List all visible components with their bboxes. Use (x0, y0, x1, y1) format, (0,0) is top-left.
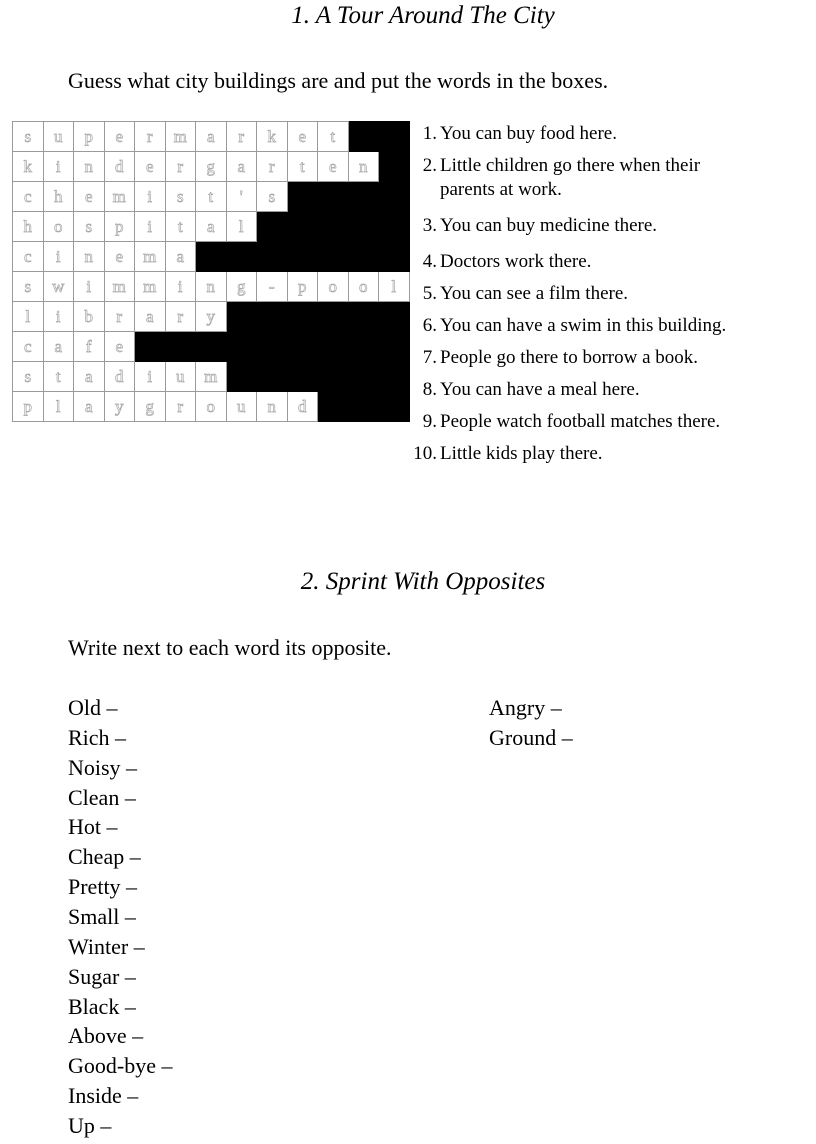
opposite-word: Sugar – (68, 963, 136, 989)
letter-cell[interactable]: u (226, 392, 257, 422)
blank-cell (135, 332, 166, 362)
blank-cell (287, 362, 318, 392)
letter-cell[interactable]: g (226, 272, 257, 302)
letter-cell[interactable]: d (287, 392, 318, 422)
letter-cell[interactable]: a (43, 332, 74, 362)
opposite-word: Black – (68, 993, 136, 1019)
letter-cell[interactable]: e (135, 152, 166, 182)
letter-cell[interactable]: t (165, 212, 196, 242)
opposite-word: Cheap – (68, 844, 141, 870)
clue-text: Little kids play there. (440, 443, 603, 464)
opposite-word: Good-bye – (68, 1053, 173, 1079)
blank-cell (379, 122, 410, 152)
blank-cell (287, 212, 318, 242)
letter-cell[interactable]: w (43, 272, 74, 302)
opposite-word: Small – (68, 903, 136, 929)
letter-cell[interactable]: s (13, 122, 44, 152)
grid-row (13, 302, 410, 332)
letter-cell[interactable]: p (13, 392, 44, 422)
blank-cell (379, 392, 410, 422)
letter-cell[interactable]: r (135, 122, 166, 152)
blank-cell (379, 212, 410, 242)
opposite-word: Pretty – (68, 874, 138, 900)
letter-cell[interactable]: m (196, 362, 227, 392)
blank-cell (257, 302, 288, 332)
letter-cell[interactable]: t (43, 362, 74, 392)
letter-cell[interactable]: n (74, 242, 105, 272)
blank-cell (257, 242, 288, 272)
letter-cell[interactable]: b (74, 302, 105, 332)
blank-cell (226, 332, 257, 362)
blank-cell (348, 362, 379, 392)
letter-cell[interactable]: l (43, 392, 74, 422)
letter-cell[interactable]: s (13, 272, 44, 302)
letter-cell[interactable]: t (287, 152, 318, 182)
blank-cell (257, 362, 288, 392)
clue-text: You can buy medicine there. (440, 215, 658, 236)
blank-cell (287, 302, 318, 332)
letter-cell[interactable]: r (257, 152, 288, 182)
grid-row (13, 122, 410, 152)
grid-row (13, 152, 410, 182)
opposite-word: Rich – (68, 724, 127, 750)
letter-cell[interactable]: a (74, 392, 105, 422)
blank-cell (318, 392, 349, 422)
letter-cell[interactable]: g (135, 392, 166, 422)
letter-cell[interactable]: e (318, 152, 349, 182)
letter-cell[interactable]: h (13, 212, 44, 242)
letter-cell[interactable]: i (43, 242, 74, 272)
letter-cell[interactable]: o (43, 212, 74, 242)
grid-row (13, 362, 410, 392)
blank-cell (379, 152, 410, 182)
opposite-word: Above – (68, 1023, 144, 1049)
letter-cell[interactable]: i (135, 362, 166, 392)
blank-cell (287, 182, 318, 212)
blank-cell (287, 332, 318, 362)
clue-number: 9. (422, 411, 437, 432)
section-2-instruction: Write next to each word its opposite. (68, 635, 392, 660)
letter-cell[interactable]: h (43, 182, 74, 212)
blank-cell (257, 332, 288, 362)
blank-cell (318, 302, 349, 332)
letter-cell[interactable]: f (74, 332, 105, 362)
section-1-instruction: Guess what city buildings are and put the words in the boxes. (68, 68, 609, 93)
opposite-word: Clean – (68, 784, 136, 810)
opposite-word: Inside – (68, 1083, 139, 1109)
letter-cell[interactable]: u (165, 362, 196, 392)
letter-cell[interactable]: r (165, 302, 196, 332)
letter-cell[interactable]: r (226, 122, 257, 152)
letter-cell[interactable]: l (13, 302, 44, 332)
letter-cell[interactable]: m (104, 272, 135, 302)
letter-cell[interactable]: l (379, 272, 410, 302)
letter-cell[interactable]: d (104, 152, 135, 182)
letter-cell[interactable]: a (74, 362, 105, 392)
blank-cell (379, 302, 410, 332)
opposite-word: Noisy – (68, 754, 138, 780)
letter-cell[interactable]: e (104, 122, 135, 152)
clue-number: 10. (413, 443, 437, 464)
letter-cell[interactable]: e (74, 182, 105, 212)
clue-number: 1. (422, 123, 437, 144)
letter-cell[interactable]: y (196, 302, 227, 332)
letter-cell[interactable]: t (196, 182, 227, 212)
letter-cell[interactable]: k (13, 152, 44, 182)
letter-cell[interactable]: n (348, 152, 379, 182)
clue-text: You can have a meal here. (440, 379, 640, 400)
opposite-word: Hot – (68, 814, 118, 840)
letter-cell[interactable]: ' (226, 182, 257, 212)
clue-number: 4. (422, 251, 437, 272)
letter-cell[interactable]: a (165, 242, 196, 272)
blank-cell (379, 182, 410, 212)
letter-cell[interactable]: p (104, 212, 135, 242)
letter-cell[interactable]: o (196, 392, 227, 422)
clue-text: You can buy food here. (440, 123, 617, 144)
letter-cell[interactable]: r (165, 392, 196, 422)
letter-cell[interactable]: n (196, 272, 227, 302)
letter-cell[interactable]: s (13, 362, 44, 392)
opposite-word: Angry – (489, 695, 562, 720)
blank-cell (257, 212, 288, 242)
letter-cell[interactable]: i (74, 272, 105, 302)
letter-cell[interactable]: c (13, 332, 44, 362)
blank-cell (348, 302, 379, 332)
opposite-word: Up – (68, 1112, 112, 1138)
blank-cell (165, 332, 196, 362)
blank-cell (318, 362, 349, 392)
letter-cell[interactable]: i (43, 302, 74, 332)
blank-cell (226, 362, 257, 392)
clue-number: 7. (422, 347, 437, 368)
blank-cell (348, 242, 379, 272)
opposite-word: Winter – (68, 933, 145, 959)
letter-cell[interactable]: m (165, 122, 196, 152)
letter-cell[interactable]: g (196, 152, 227, 182)
blank-cell (348, 122, 379, 152)
letter-cell[interactable]: e (287, 122, 318, 152)
letter-cell[interactable]: m (135, 242, 166, 272)
clue-number: 8. (422, 379, 437, 400)
clue-text: Doctors work there. (440, 251, 592, 272)
clue-text: Little children go there when their (440, 155, 701, 176)
blank-cell (226, 242, 257, 272)
crossword-grid (12, 121, 410, 422)
letter-cell[interactable]: t (318, 122, 349, 152)
clue-number: 5. (422, 283, 437, 304)
letter-cell[interactable]: r (165, 152, 196, 182)
letter-cell[interactable]: e (104, 242, 135, 272)
blank-cell (226, 302, 257, 332)
blank-cell (379, 332, 410, 362)
letter-cell[interactable]: s (257, 182, 288, 212)
letter-cell[interactable]: s (165, 182, 196, 212)
letter-cell[interactable]: n (74, 152, 105, 182)
blank-cell (196, 242, 227, 272)
letter-cell[interactable]: c (13, 182, 44, 212)
blank-cell (196, 332, 227, 362)
clue-text: People watch football matches there. (440, 411, 721, 432)
letter-cell[interactable]: m (135, 272, 166, 302)
clue-text-continued: parents at work. (440, 179, 562, 200)
letter-cell[interactable]: n (257, 392, 288, 422)
blank-cell (318, 212, 349, 242)
blank-cell (287, 242, 318, 272)
letter-cell[interactable]: l (226, 212, 257, 242)
letter-cell[interactable]: e (104, 332, 135, 362)
letter-cell[interactable]: o (318, 272, 349, 302)
clue-number: 2. (422, 155, 437, 176)
blank-cell (318, 242, 349, 272)
grid-row (13, 242, 410, 272)
opposite-word: Old – (68, 695, 118, 720)
letter-cell[interactable]: d (104, 362, 135, 392)
letter-cell[interactable]: p (74, 122, 105, 152)
blank-cell (348, 392, 379, 422)
blank-cell (348, 332, 379, 362)
letter-cell[interactable]: u (43, 122, 74, 152)
letter-cell[interactable]: p (287, 272, 318, 302)
letter-cell[interactable]: a (135, 302, 166, 332)
letter-cell[interactable]: i (43, 152, 74, 182)
clue-number: 3. (422, 215, 437, 236)
clue-number: 6. (422, 315, 437, 336)
blank-cell (318, 182, 349, 212)
letter-cell[interactable]: m (104, 182, 135, 212)
clue-text: People go there to borrow a book. (440, 347, 699, 368)
section-2-title: 2. Sprint With Opposites (300, 568, 546, 595)
blank-cell (379, 242, 410, 272)
clue-text: You can see a film there. (440, 283, 629, 304)
grid-row (13, 392, 410, 422)
grid-row (13, 272, 410, 302)
grid-row (13, 182, 410, 212)
letter-cell[interactable]: - (257, 272, 288, 302)
letter-cell[interactable]: r (104, 302, 135, 332)
blank-cell (318, 332, 349, 362)
letter-cell[interactable]: a (226, 152, 257, 182)
letter-cell[interactable]: s (74, 212, 105, 242)
blank-cell (348, 182, 379, 212)
letter-cell[interactable]: i (135, 182, 166, 212)
blank-cell (379, 362, 410, 392)
opposite-word: Ground – (489, 724, 573, 750)
letter-cell[interactable]: a (196, 212, 227, 242)
grid-row (13, 332, 410, 362)
clue-text: You can have a swim in this building. (440, 315, 727, 336)
letter-cell[interactable]: k (257, 122, 288, 152)
section-1-title: 1. A Tour Around The City (291, 2, 555, 29)
letter-cell[interactable]: y (104, 392, 135, 422)
letter-cell[interactable]: i (165, 272, 196, 302)
grid-row (13, 212, 410, 242)
letter-cell[interactable]: c (13, 242, 44, 272)
letter-cell[interactable]: i (135, 212, 166, 242)
letter-cell[interactable]: a (196, 122, 227, 152)
letter-cell[interactable]: o (348, 272, 379, 302)
blank-cell (348, 212, 379, 242)
